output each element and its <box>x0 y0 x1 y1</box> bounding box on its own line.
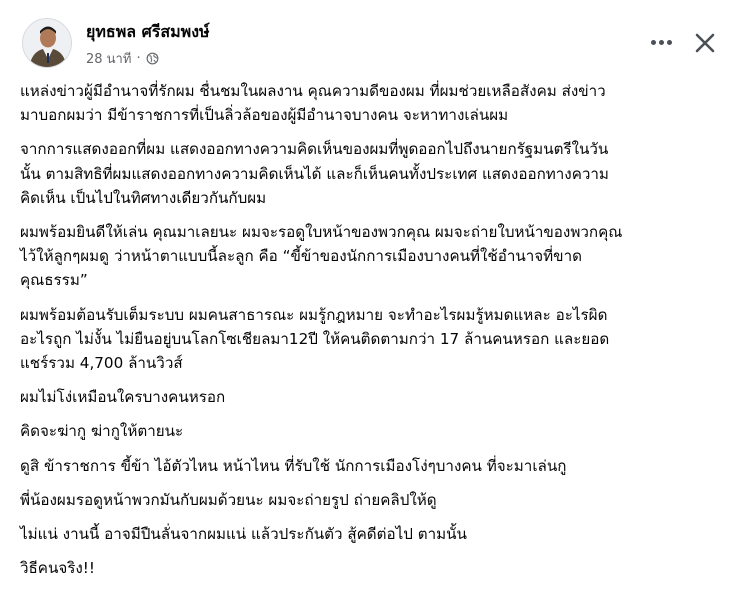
post-paragraph: จากการแสดงออกที่ผม แสดงออกทางความคิดเห็นของผมที่พูดออกไปถึงนายกรัฐมนตรีในวัน นั้น ตามสิทธิที่ผมแสดงออกทางความคิดเห็นได้ และก็เห็นคนทั้งประเทศ แสดงออกทางความ คิดเห็น เป็นไปในทิศทางเดียวกันกับผม <box>20 140 609 207</box>
meta-separator: · <box>136 51 141 66</box>
more-options-icon-dot <box>667 40 672 45</box>
post-paragraph: ไม่แน่ งานนี้ อาจมีปืนลั่นจากผมแน่ แล้วประกันตัว สู้คดีต่อไป ตามนั้น <box>20 525 467 544</box>
more-options-icon-dot <box>659 40 664 45</box>
avatar[interactable] <box>22 18 72 68</box>
post-paragraph: วิธีคนจริง!! <box>20 559 95 578</box>
post-paragraph: ผมพร้อมต้อนรับเต็มระบบ ผมคนสาธารณะ ผมรู้กฎหมาย จะทำอะไรผมรู้หมดแหละ อะไรผิด อะไรถูก ไม่งั้น ไม่ยืนอยู่บนโลกโซเชียลมา12ปี ให้คนติดตามกว่า 17 ล้านคนหรอก และยอด แชร์รวม 4,700 ล้านวิวส์ <box>20 305 610 373</box>
profile-photo <box>23 19 72 68</box>
post-body <box>20 79 730 590</box>
post-paragraph: พี่น้องผมรอดูหน้าพวกมันกับผมด้วยนะ ผมจะถ่ายรูป ถ่ายคลิปให้ดู <box>20 490 437 509</box>
post-meta <box>86 48 159 69</box>
more-options-icon <box>651 40 656 45</box>
close-button[interactable] <box>690 28 720 58</box>
close-icon <box>690 28 720 58</box>
post-paragraph: ผมพร้อมยินดีให้เล่น คุณมาเลยนะ ผมจะรอดูใบหน้าของพวกคุณ ผมจะถ่ายใบหน้าของพวกคุณ ไว้ให้ลูกๆผมดู ว่าหน้าตาแบบนี้ละลูก คือ “ขี้ข้าของนักการเมืองบางคนที่ใช้อำนาจที่ขาด คุณธรรม” <box>20 223 623 290</box>
post-paragraph: คิดจะฆ่ากู ฆ่ากูให้ตายนะ <box>20 422 184 441</box>
more-options-button[interactable] <box>646 30 676 54</box>
post-timestamp[interactable]: 28 นาที <box>86 52 132 67</box>
post-header <box>0 0 752 78</box>
post-paragraph: ผมไม่โง่เหมือนใครบางคนหรอก <box>20 388 226 407</box>
author-name[interactable]: ยุทธพล ศรีสมพงษ์ <box>86 22 210 41</box>
post-paragraph: ดูสิ ข้าราชการ ขี้ข้า ไอ้ตัวไหน หน้าไหน ที่รับใช้ นักการเมืองโง่ๆบางคน ที่จะมาเล่นกู <box>20 456 567 475</box>
globe-icon[interactable] <box>146 52 159 65</box>
post-paragraph: แหล่งข่าวผู้มีอำนาจที่รักผม ชื่นชมในผลงาน คุณความดีของผม ที่ผมช่วยเหลือสังคม ส่งข่าว มาบอกผมว่า มีข้าราชการที่เป็นลิ่วล้อของผู้มีอำนาจบางคน จะหาทางเล่นผม <box>20 82 606 125</box>
